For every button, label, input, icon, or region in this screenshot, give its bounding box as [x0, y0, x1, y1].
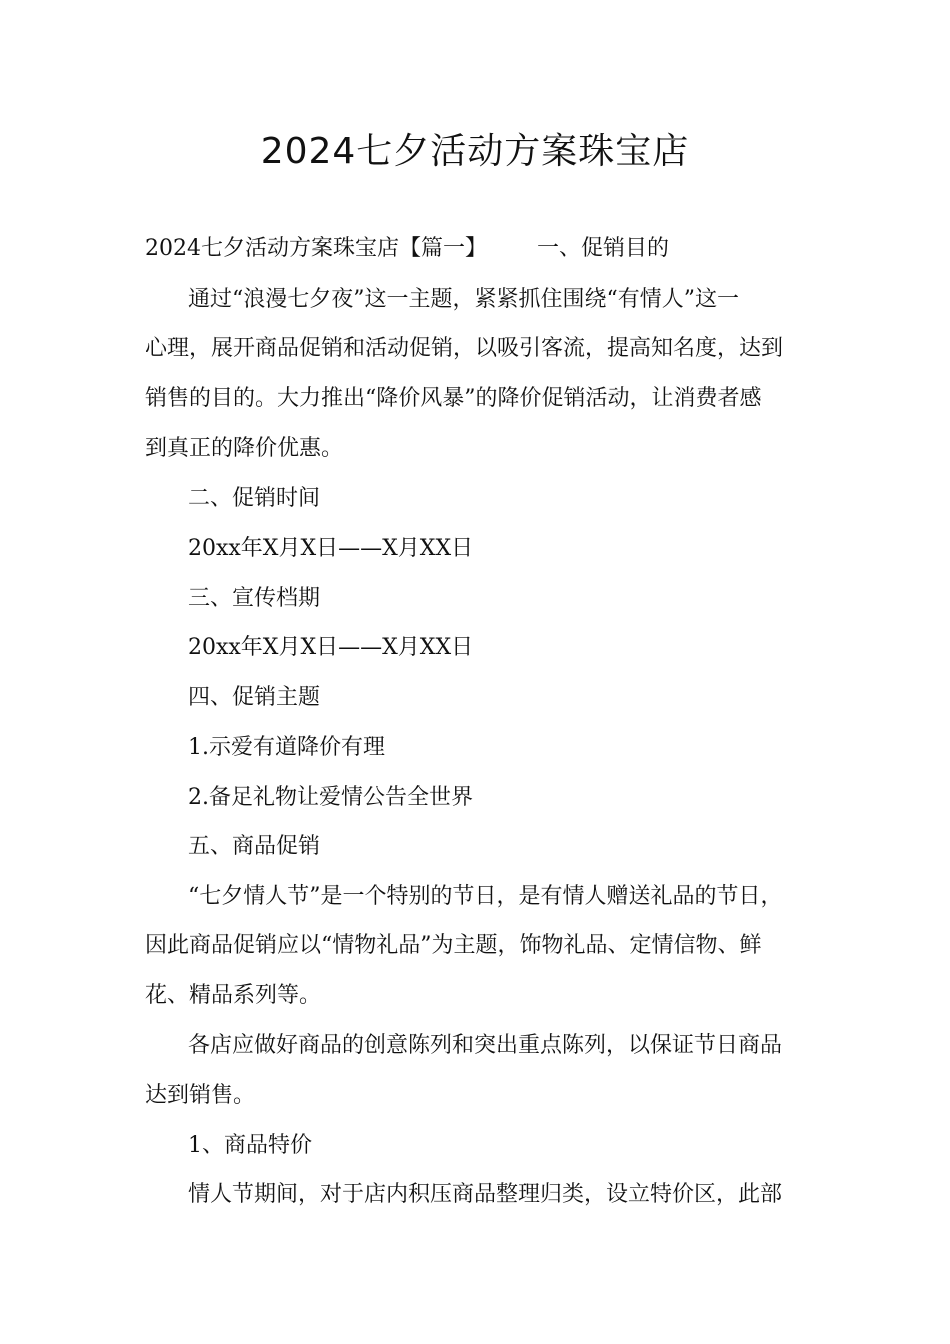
section-heading-prefix: 2024七夕活动方案珠宝店【篇一】	[145, 236, 487, 261]
section-heading: 一、促销目的	[537, 236, 670, 261]
paragraph-line: “七夕情人节”是一个特别的节日，是有情人赠送礼品的节日，	[188, 884, 783, 909]
paragraph-line: 20xx年X月X日——X月XX日	[188, 635, 474, 660]
section-heading: 三、宣传档期	[188, 586, 321, 611]
paragraph-line: 通过“浪漫七夕夜”这一主题，紧紧抓住围绕“有情人”这一	[188, 287, 739, 312]
list-item: 1.示爱有道降价有理	[188, 735, 385, 760]
paragraph-line: 到真正的降价优惠。	[145, 436, 344, 461]
paragraph-line: 因此商品促销应以“情物礼品”为主题，饰物礼品、定情信物、鲜	[145, 933, 762, 958]
document-title: 2024七夕活动方案珠宝店	[260, 131, 690, 172]
section-heading: 五、商品促销	[188, 834, 321, 859]
paragraph-line: 20xx年X月X日——X月XX日	[188, 536, 474, 561]
paragraph-line: 达到销售。	[145, 1083, 256, 1108]
paragraph-line: 花、精品系列等。	[145, 983, 322, 1008]
paragraph-line: 各店应做好商品的创意陈列和突出重点陈列，以保证节日商品	[188, 1033, 783, 1058]
section-heading: 四、促销主题	[188, 685, 321, 710]
paragraph-line: 销售的目的。大力推出“降价风暴”的降价促销活动，让消费者感	[145, 386, 762, 411]
paragraph-line	[145, 234, 669, 264]
section-heading: 二、促销时间	[188, 486, 321, 511]
section-heading: 1、商品特价	[188, 1133, 312, 1158]
paragraph-line: 心理，展开商品促销和活动促销，以吸引客流，提高知名度，达到	[145, 336, 784, 361]
list-item: 2.备足礼物让爱情公告全世界	[188, 785, 473, 810]
paragraph-line: 情人节期间，对于店内积压商品整理归类，设立特价区，此部	[188, 1182, 783, 1207]
